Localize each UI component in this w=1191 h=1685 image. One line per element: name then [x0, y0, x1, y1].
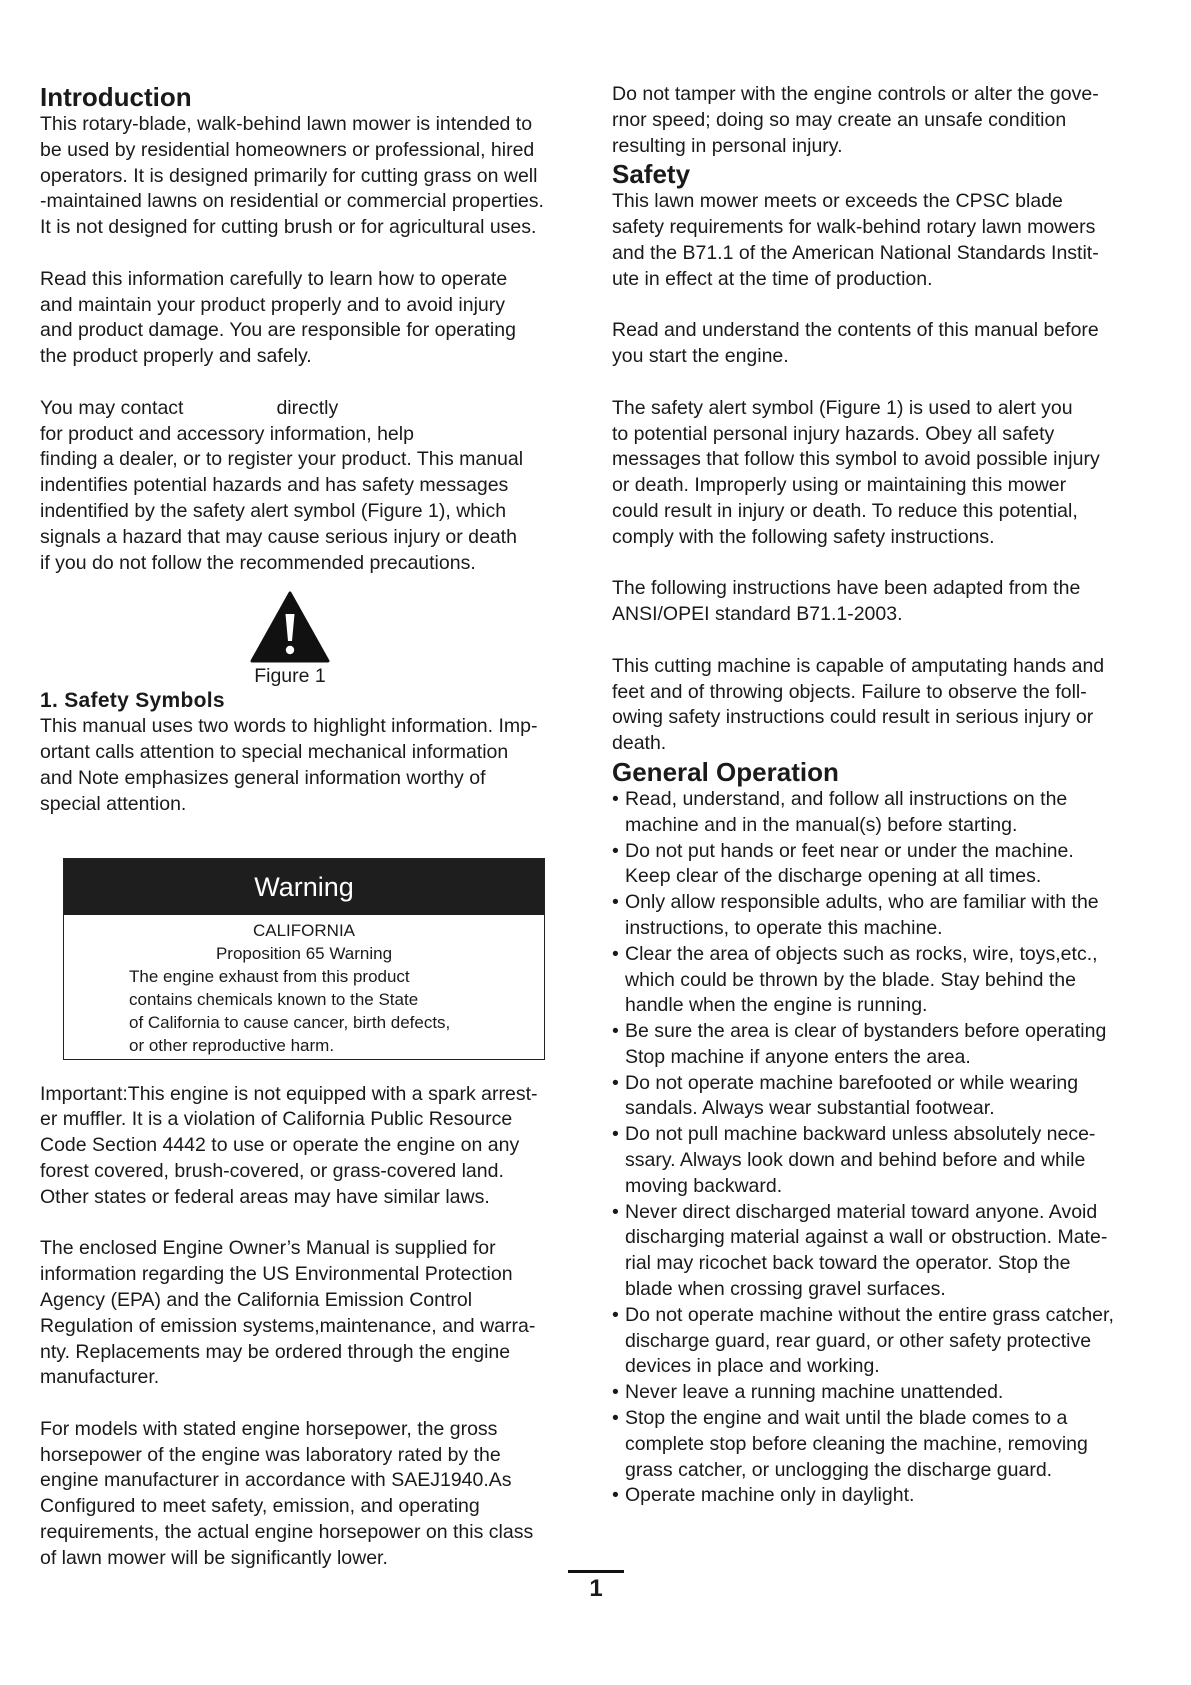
warning-body	[64, 915, 544, 1059]
safety-symbols-paragraph: This manual uses two words to highlight information. Imp- ortant calls attention to special mechanical information and Note emphasizes general information worthy of special attention.	[40, 715, 538, 815]
list-item: • Do not put hands or feet near or under the machine. Keep clear of the discharge opening at all times.	[612, 839, 1167, 891]
safety-heading: Safety	[612, 159, 691, 190]
general-operation-heading: General Operation	[612, 756, 839, 787]
safety-paragraph-4: The following instructions have been adapted from the ANSI/OPEI standard B71.1-2003.	[612, 577, 1081, 626]
warning-line: Proposition 65 Warning	[215, 943, 393, 963]
list-item: • Only allow responsible adults, who are familiar with the instructions, to operate this machine.	[612, 890, 1167, 942]
directly-text: directly	[276, 396, 339, 419]
warning-title: Warning	[64, 859, 544, 915]
warning-line: CALIFORNIA	[252, 920, 356, 940]
list-item: • Do not operate machine barefooted or while wearing sandals. Always wear substantial footwear.	[612, 1071, 1167, 1123]
list-item: • Clear the area of objects such as rocks, wire, toys,etc., which could be thrown by the blade. Stay behind the handle when the engine is running.	[612, 942, 1167, 1019]
warning-line: of California to cause cancer, birth defects,	[129, 1012, 451, 1032]
safety-alert-icon	[249, 590, 331, 664]
warning-line: contains chemicals known to the State	[129, 989, 419, 1009]
intro-paragraph-2: Read this information carefully to learn how to operate and maintain your product properly and to avoid injury and product damage. You are responsible for operating the product properly and safely.	[40, 267, 516, 368]
list-item: • Stop the engine and wait until the blade comes to a complete stop before cleaning the machine, removing grass catcher, or unclogging the discharge guard.	[612, 1406, 1167, 1483]
introduction-heading: Introduction	[40, 82, 192, 112]
list-item: • Be sure the area is clear of bystanders before operating Stop machine if anyone enters the area.	[612, 1019, 1167, 1071]
left-column	[40, 82, 600, 1572]
safety-symbols-heading: 1. Safety Symbols	[40, 689, 225, 713]
page-number	[568, 1570, 624, 1603]
list-item: • Do not operate machine without the entire grass catcher, discharge guard, rear guard, or other safety protective devices in place and working.	[612, 1303, 1167, 1380]
intro-paragraph-3	[40, 396, 600, 577]
contact-text: You may contact	[40, 396, 184, 419]
figure-1	[40, 590, 540, 688]
intro-paragraph-3-rest: for product and accessory information, help finding a dealer, or to register your product. This manual indentifies potential hazards and has safety messages indentified by the safety alert symbol (Figure 1), which signals a hazard that may cause serious injury or death if you do not follow the recommended precautions.	[40, 422, 524, 574]
tamper-paragraph: Do not tamper with the engine controls or alter the gove- rnor speed; doing so may create an unsafe condition resulting in personal injury.	[612, 83, 1099, 157]
safety-paragraph-3: The safety alert symbol (Figure 1) is used to alert you to potential personal injury hazards. Obey all safety messages that follow this symbol to avoid possible injury or death. Improperly using or maintaining this mower could result in injury or death. To reduce this potential, comply with the following safety instructions.	[612, 396, 1100, 548]
list-item: • Never leave a running machine unattended.	[612, 1380, 1167, 1406]
warning-line: The engine exhaust from this product	[129, 966, 410, 986]
important-paragraph: Important:This engine is not equipped with a spark arrest- er muffler. It is a violation of California Public Resource Code Section 4442 to use or operate the engine on any forest covered, brush-covered, or grass-covered land. Other states or federal areas may have similar laws.	[40, 1082, 538, 1208]
list-item: • Operate machine only in daylight.	[612, 1483, 1167, 1509]
list-item: • Read, understand, and follow all instructions on the machine and in the manual(s) before starting.	[612, 787, 1167, 839]
safety-paragraph-2: Read and understand the contents of this manual before you start the engine.	[612, 319, 1099, 368]
page-number-text: 1	[589, 1574, 603, 1602]
safety-paragraph-1: This lawn mower meets or exceeds the CPSC blade safety requirements for walk-behind rotary lawn mowers and the B71.1 of the American National Standards Instit- ute in effect at the time of production.	[612, 190, 1099, 290]
general-operation-list	[612, 787, 1167, 1509]
intro-paragraph-1: This rotary-blade, walk-behind lawn mower is intended to be used by residential homeowners or professional, hired operators. It is designed primarily for cutting grass on well -maintained lawns on residential or commercial properties. It is not designed for cutting brush or for agricultural uses.	[40, 113, 544, 239]
right-column	[612, 82, 1167, 1509]
enclosed-manual-paragraph: The enclosed Engine Owner’s Manual is supplied for information regarding the US Environmental Protection Agency (EPA) and the California Emission Control Regulation of emission systems,maintenance, and warra- nty. Replacements may be ordered through the engine manufacturer.	[40, 1237, 536, 1389]
list-item: • Never direct discharged material toward anyone. Avoid discharging material against a wall or obstruction. Mate- rial may ricochet back toward the operator. Stop the blade when crossing gravel surfaces.	[612, 1200, 1167, 1303]
prop65-warning-box	[63, 858, 545, 1060]
horsepower-paragraph: For models with stated engine horsepower, the gross horsepower of the engine was laboratory rated by the engine manufacturer in accordance with SAEJ1940.As Configured to meet safety, emission, and operating requirements, the actual engine horsepower on this class of lawn mower will be significantly lower.	[40, 1417, 534, 1569]
figure-caption: Figure 1	[254, 665, 326, 688]
list-item: • Do not pull machine backward unless absolutely nece- ssary. Always look down and behind before and while moving backward.	[612, 1122, 1167, 1199]
warning-line: or other reproductive harm.	[129, 1035, 335, 1055]
safety-paragraph-5: This cutting machine is capable of amputating hands and feet and of throwing objects. Failure to observe the foll- owing safety instructions could result in serious injury or death.	[612, 654, 1105, 755]
